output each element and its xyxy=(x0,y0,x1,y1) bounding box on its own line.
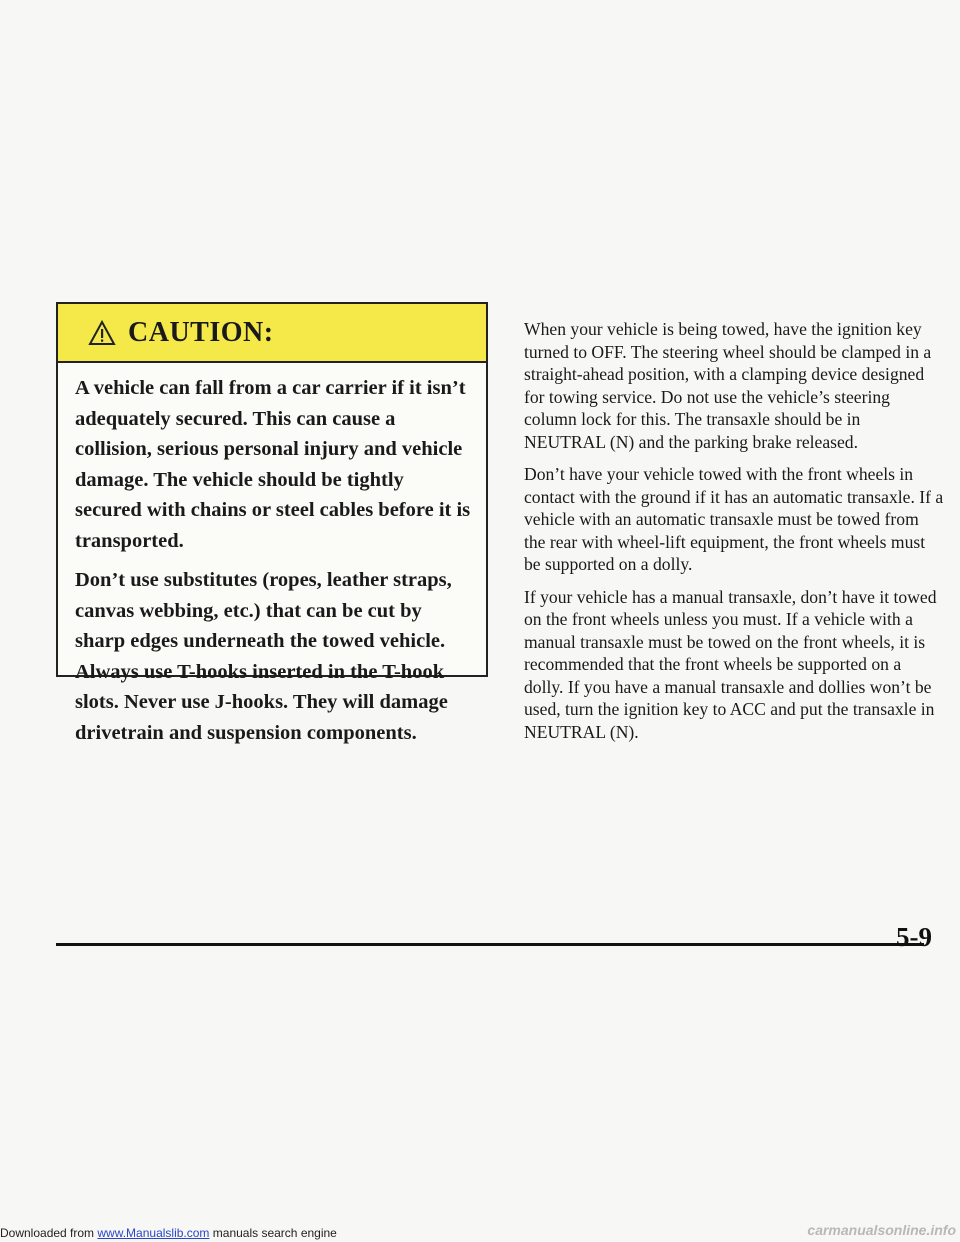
body-paragraph: If your vehicle has a manual transaxle, don’t have it towed on the front wheels unless you must. If a vehicle with a manual transaxle must be towed on the front wheels, it is recommended that the front wheels be supported on a dolly. If you have a manual transaxle and dollies won’t be used, turn the ignition key to ACC and put the transaxle in NEUTRAL (N). xyxy=(524,586,937,742)
warning-triangle-icon xyxy=(88,320,116,346)
download-prefix: Downloaded from xyxy=(0,1226,98,1240)
page-number: 5-9 xyxy=(896,922,932,952)
caution-paragraph: Don’t use substitutes (ropes, leather straps, canvas webbing, etc.) that can be cut by sharp edges underneath the towed vehicle. Always use T-hooks inserted in the T-hook slots. Never use J-hooks. They will damage drivetrain and suspension components. xyxy=(75,569,452,744)
caution-paragraph: A vehicle can fall from a car carrier if it isn’t adequately secured. This can cause a collision, serious personal injury and vehicle damage. The vehicle should be tightly secured with chains or steel cables before it is transported. xyxy=(75,377,471,552)
body-paragraph: When your vehicle is being towed, have the ignition key turned to OFF. The steering wheel should be clamped in a straight-ahead position, with a clamping device designed for towing service. Do not use the vehicle’s steering column lock for this. The transaxle should be in NEUTRAL (N) and the parking brake released. xyxy=(524,319,932,452)
manualslib-link[interactable]: www.Manualslib.com xyxy=(97,1226,210,1240)
download-suffix: manuals search engine xyxy=(209,1226,337,1240)
caution-box xyxy=(56,302,488,744)
footer-rule xyxy=(56,943,924,946)
body-paragraph: Don’t have your vehicle towed with the front wheels in contact with the ground if it has an automatic transaxle. If a vehicle with an automatic transaxle must be towed from the rear with wheel-lift equipment, the front wheels must be supported on a dolly. xyxy=(524,464,944,574)
watermark: carmanualsonline.info xyxy=(807,1222,956,1238)
body-text-column xyxy=(524,318,944,753)
caution-title: CAUTION: xyxy=(128,316,274,348)
download-header xyxy=(0,1226,337,1240)
caution-header xyxy=(58,304,486,363)
caution-body xyxy=(58,363,486,748)
